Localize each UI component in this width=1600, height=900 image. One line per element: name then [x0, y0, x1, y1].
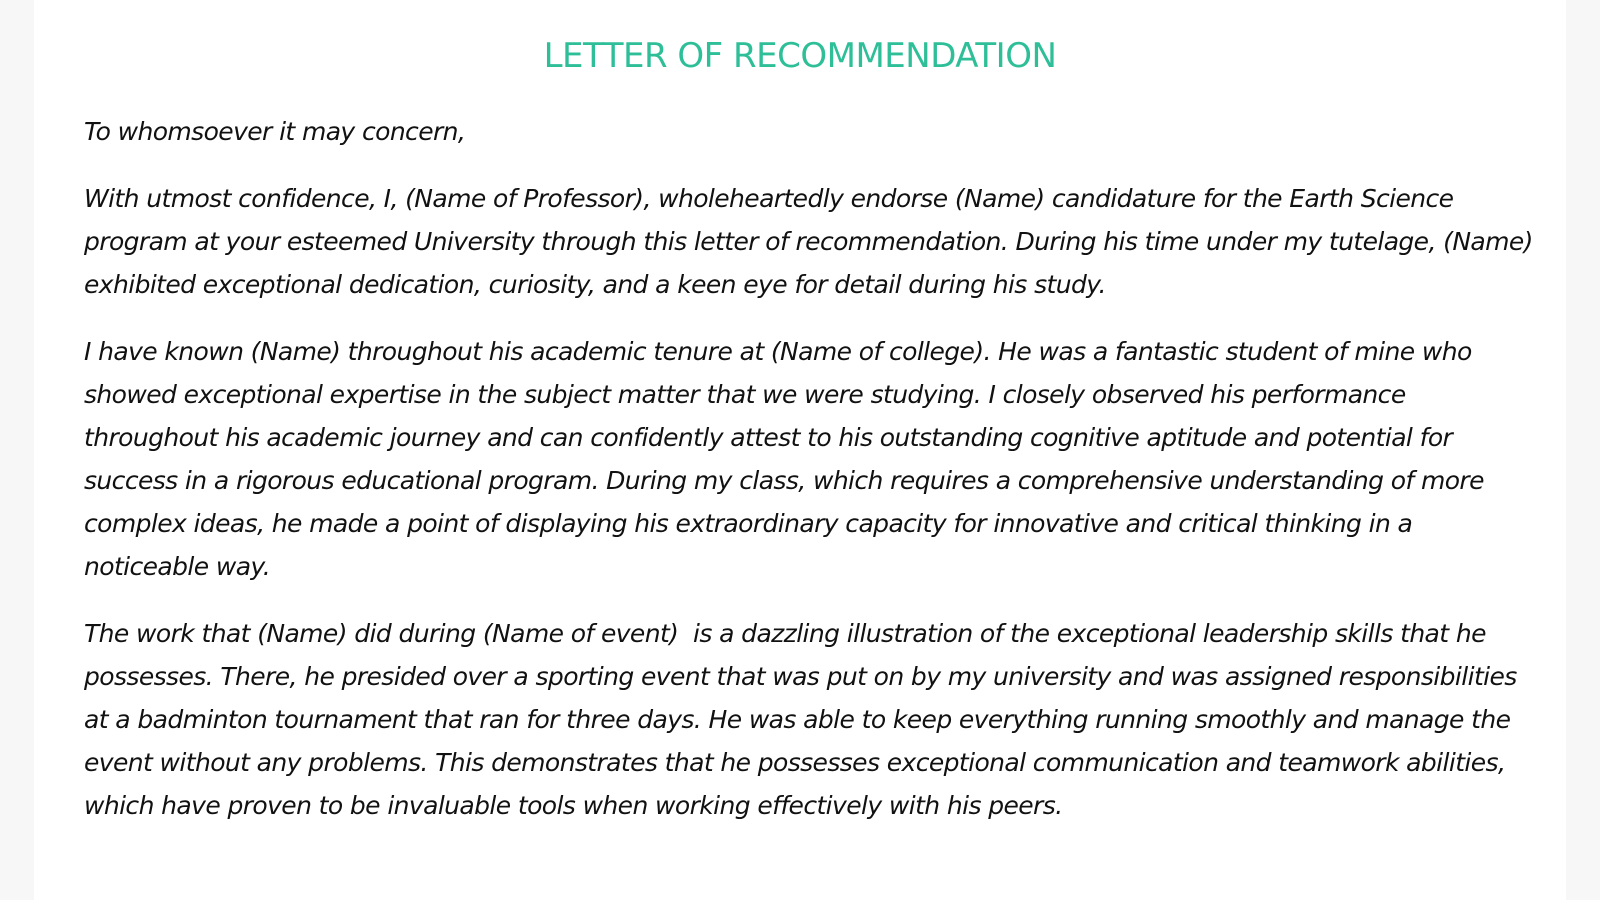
letter-body [84, 110, 1544, 851]
letter-title: LETTER OF RECOMMENDATION [543, 36, 1057, 76]
paragraph-endorsement: With utmost confidence, I, (Name of Professor), wholeheartedly endorse (Name) candidature for the Earth Science program at your esteemed University through this letter of recommendation. During his time under my tutelage, (Name) exhibited exceptional dedication, curiosity, and a keen eye for detail during his study. [84, 184, 1541, 299]
paragraph-academic-tenure: I have known (Name) throughout his academic tenure at (Name of college). He was a fantastic student of mine who showed exceptional expertise in the subject matter that we were studying. I closely observed his performance throughout his academic journey and can confidently attest to his outstanding cognitive aptitude and potential for success in a rigorous educational program. During my class, which requires a comprehensive understanding of more complex ideas, he made a point of displaying his extraordinary capacity for innovative and critical thinking in a noticeable way. [84, 337, 1492, 581]
salutation: To whomsoever it may concern, [84, 117, 466, 146]
letter-page [34, 0, 1566, 900]
paragraph-leadership: The work that (Name) did during (Name of event) is a dazzling illustration of the exceptional leadership skills that he possesses. There, he presided over a sporting event that was put on by my university and was assigned responsibilities at a badminton tournament that ran for three days. He was able to keep everything running smoothly and manage the event without any problems. This demonstrates that he possesses exceptional communication and teamwork abilities, which have proven to be invaluable tools when working effectively with his peers. [84, 619, 1525, 820]
